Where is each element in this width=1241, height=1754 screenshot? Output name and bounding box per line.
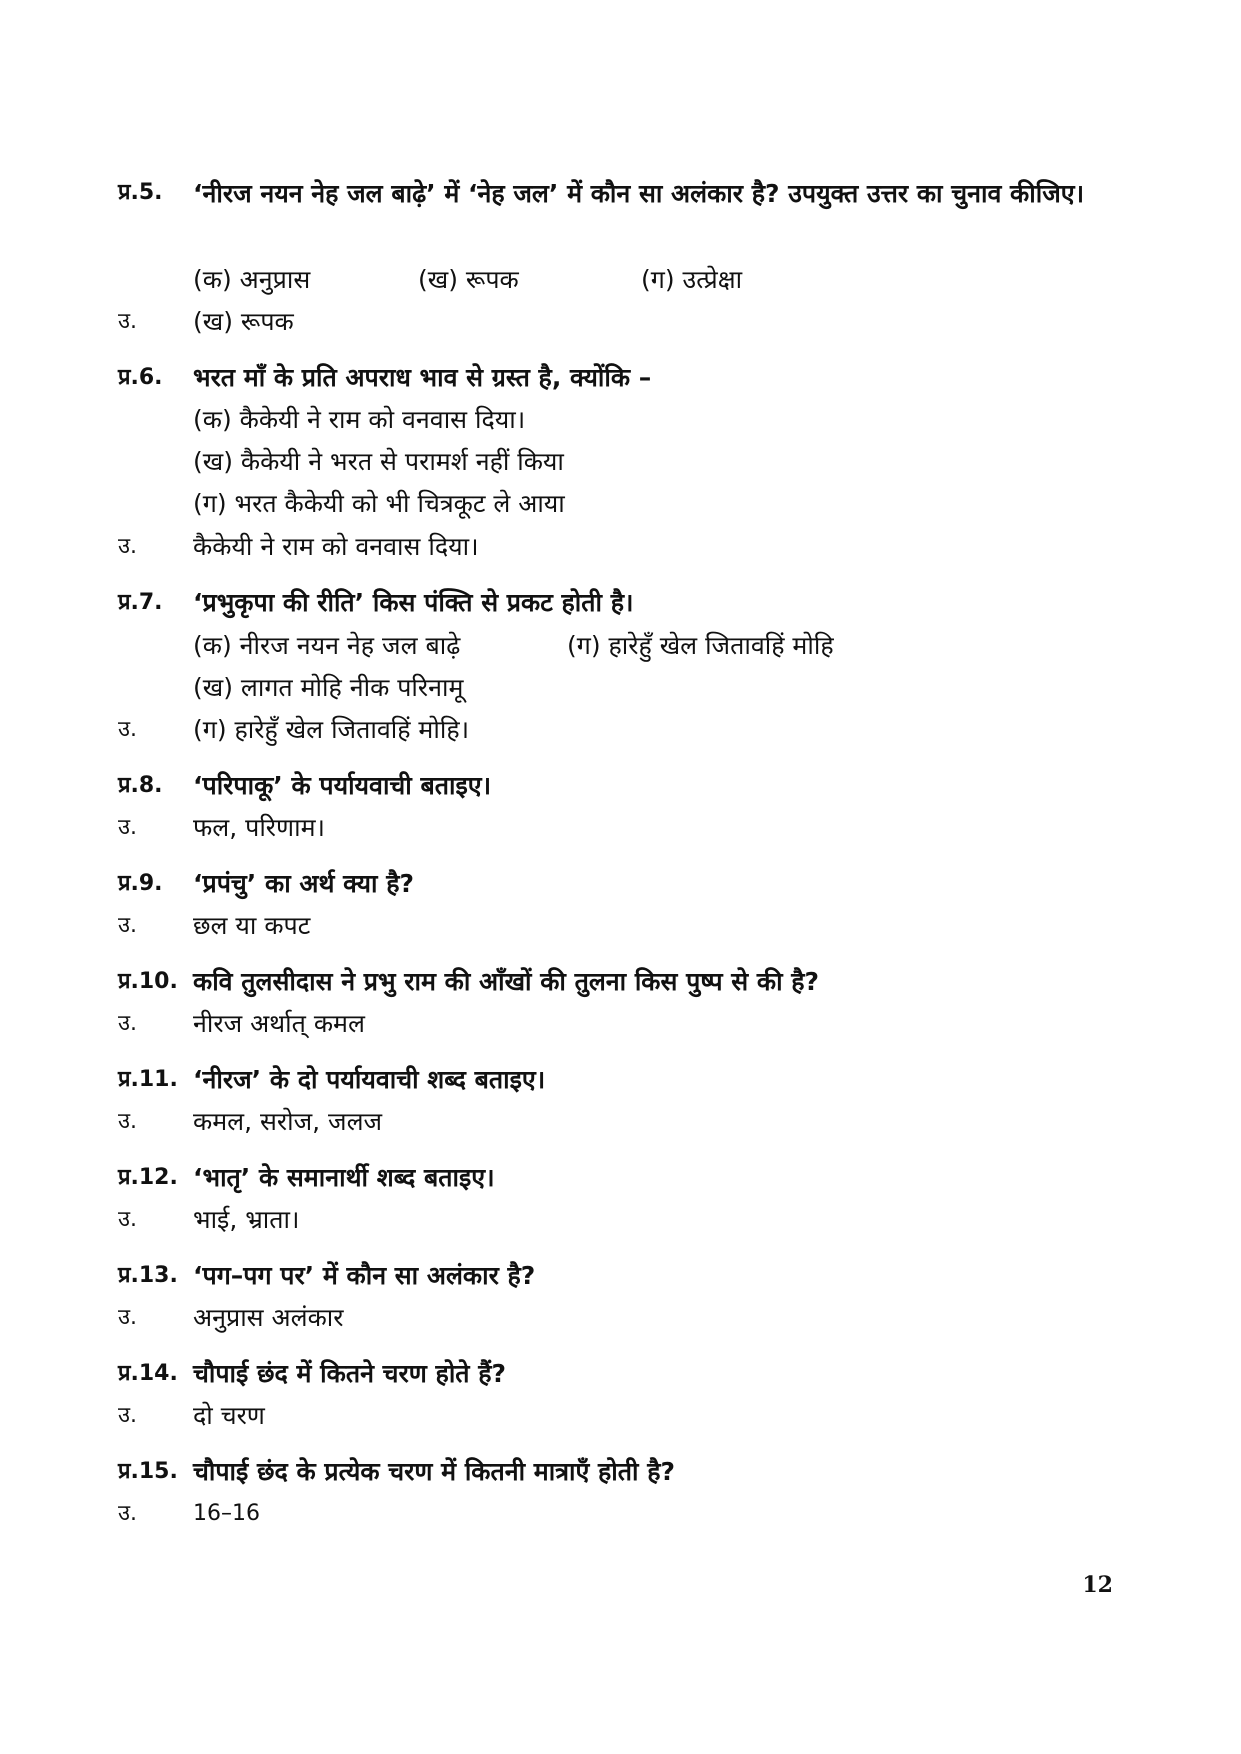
answer-11 [0, 1102, 1241, 1142]
question-label: प्र.12. [118, 1165, 178, 1190]
question-13 [0, 1256, 1241, 1296]
question-label: प्र.8. [118, 773, 163, 798]
question-5 [0, 173, 1241, 213]
question-14 [0, 1354, 1241, 1394]
question-7 [0, 583, 1241, 623]
answer-text: अनुप्रास अलंकार [193, 1303, 344, 1332]
answer-text: फल, परिणाम। [193, 813, 325, 842]
answer-6 [0, 527, 1241, 567]
question-12 [0, 1158, 1241, 1198]
question-label: प्र.6. [118, 365, 163, 390]
answer-label: उ. [118, 309, 138, 334]
answer-text: भाई, भ्राता। [193, 1205, 300, 1234]
option-ka: (क) अनुप्रास [193, 265, 311, 294]
question-label: प्र.11. [118, 1067, 178, 1092]
answer-13 [0, 1298, 1241, 1338]
answer-text: नीरज अर्थात् कमल [193, 1009, 365, 1038]
options-row [0, 260, 1241, 300]
answer-8 [0, 808, 1241, 848]
question-label: प्र.7. [118, 590, 163, 615]
answer-label: उ. [118, 913, 138, 938]
option-text: (ख) कैकेयी ने भरत से परामर्श नहीं किया [193, 447, 564, 476]
question-text: ‘प्रपंचु’ का अर्थ क्या है? [193, 869, 414, 898]
question-text: ‘भातृ’ के समानार्थी शब्द बताइए। [193, 1163, 495, 1192]
answer-text: (ग) हारेहुँ खेल जितावहिं मोहि। [193, 715, 470, 744]
question-text: चौपाई छंद के प्रत्येक चरण में कितनी मात्राएँ होती है? [193, 1457, 675, 1486]
question-label: प्र.9. [118, 871, 163, 896]
question-text: ‘पग–पग पर’ में कौन सा अलंकार है? [193, 1261, 536, 1290]
question-text: चौपाई छंद में कितने चरण होते हैं? [193, 1359, 507, 1388]
question-label: प्र.14. [118, 1361, 178, 1386]
answer-text: कमल, सरोज, जलज [193, 1107, 383, 1136]
answer-label: उ. [118, 1501, 138, 1526]
question-10 [0, 962, 1241, 1002]
question-8 [0, 766, 1241, 806]
answer-label: उ. [118, 534, 138, 559]
option-ka [0, 400, 1241, 440]
question-text: ‘नीरज’ के दो पर्यायवाची शब्द बताइए। [193, 1065, 546, 1094]
option-text: (ख) लागत मोहि नीक परिनामू [193, 673, 464, 702]
answer-label: उ. [118, 815, 138, 840]
question-text: ‘प्रभुकृपा की रीति’ किस पंक्ति से प्रकट होती है। [193, 588, 634, 617]
answer-10 [0, 1004, 1241, 1044]
answer-9 [0, 906, 1241, 946]
question-11 [0, 1060, 1241, 1100]
option-text: (क) कैकेयी ने राम को वनवास दिया। [193, 405, 526, 434]
question-label: प्र.5. [118, 180, 163, 205]
answer-text: (ख) रूपक [193, 307, 294, 336]
answer-text: कैकेयी ने राम को वनवास दिया। [193, 532, 479, 561]
question-15 [0, 1452, 1241, 1492]
option-kha [0, 442, 1241, 482]
option-ga [0, 484, 1241, 524]
option-text: (ग) भरत कैकेयी को भी चित्रकूट ले आया [193, 489, 565, 518]
option-ga: (ग) हारेहुँ खेल जितावहिं मोहि [567, 631, 834, 660]
page-number: 12 [1082, 1572, 1113, 1598]
option-kha [0, 668, 1241, 708]
answer-text: छल या कपट [193, 911, 311, 940]
answer-label: उ. [118, 717, 138, 742]
answer-text: 16–16 [193, 1501, 260, 1526]
question-text: ‘नीरज नयन नेह जल बाढ़े’ में ‘नेह जल’ में कौन सा अलंकार है? उपयुक्त उत्तर का चुनाव कीजिए। [193, 179, 1085, 208]
answer-label: उ. [118, 1403, 138, 1428]
answer-14 [0, 1396, 1241, 1436]
answer-7 [0, 710, 1241, 750]
answer-label: उ. [118, 1305, 138, 1330]
question-text: कवि तुलसीदास ने प्रभु राम की आँखों की तुलना किस पुष्प से की है? [193, 967, 820, 996]
answer-label: उ. [118, 1011, 138, 1036]
question-9 [0, 864, 1241, 904]
option-kha: (ख) रूपक [418, 265, 519, 294]
options-row [0, 626, 1241, 666]
question-label: प्र.10. [118, 969, 178, 994]
question-text: ‘परिपाकू’ के पर्यायवाची बताइए। [193, 771, 492, 800]
answer-15 [0, 1494, 1241, 1534]
answer-label: उ. [118, 1207, 138, 1232]
option-ga: (ग) उत्प्रेक्षा [641, 265, 743, 294]
question-label: प्र.13. [118, 1263, 178, 1288]
question-6 [0, 358, 1241, 398]
question-label: प्र.15. [118, 1459, 178, 1484]
option-ka: (क) नीरज नयन नेह जल बाढ़े [193, 631, 461, 660]
answer-5 [0, 302, 1241, 342]
answer-12 [0, 1200, 1241, 1240]
answer-label: उ. [118, 1109, 138, 1134]
question-text: भरत माँ के प्रति अपराध भाव से ग्रस्त है, क्योंकि – [193, 363, 652, 392]
answer-text: दो चरण [193, 1401, 265, 1430]
